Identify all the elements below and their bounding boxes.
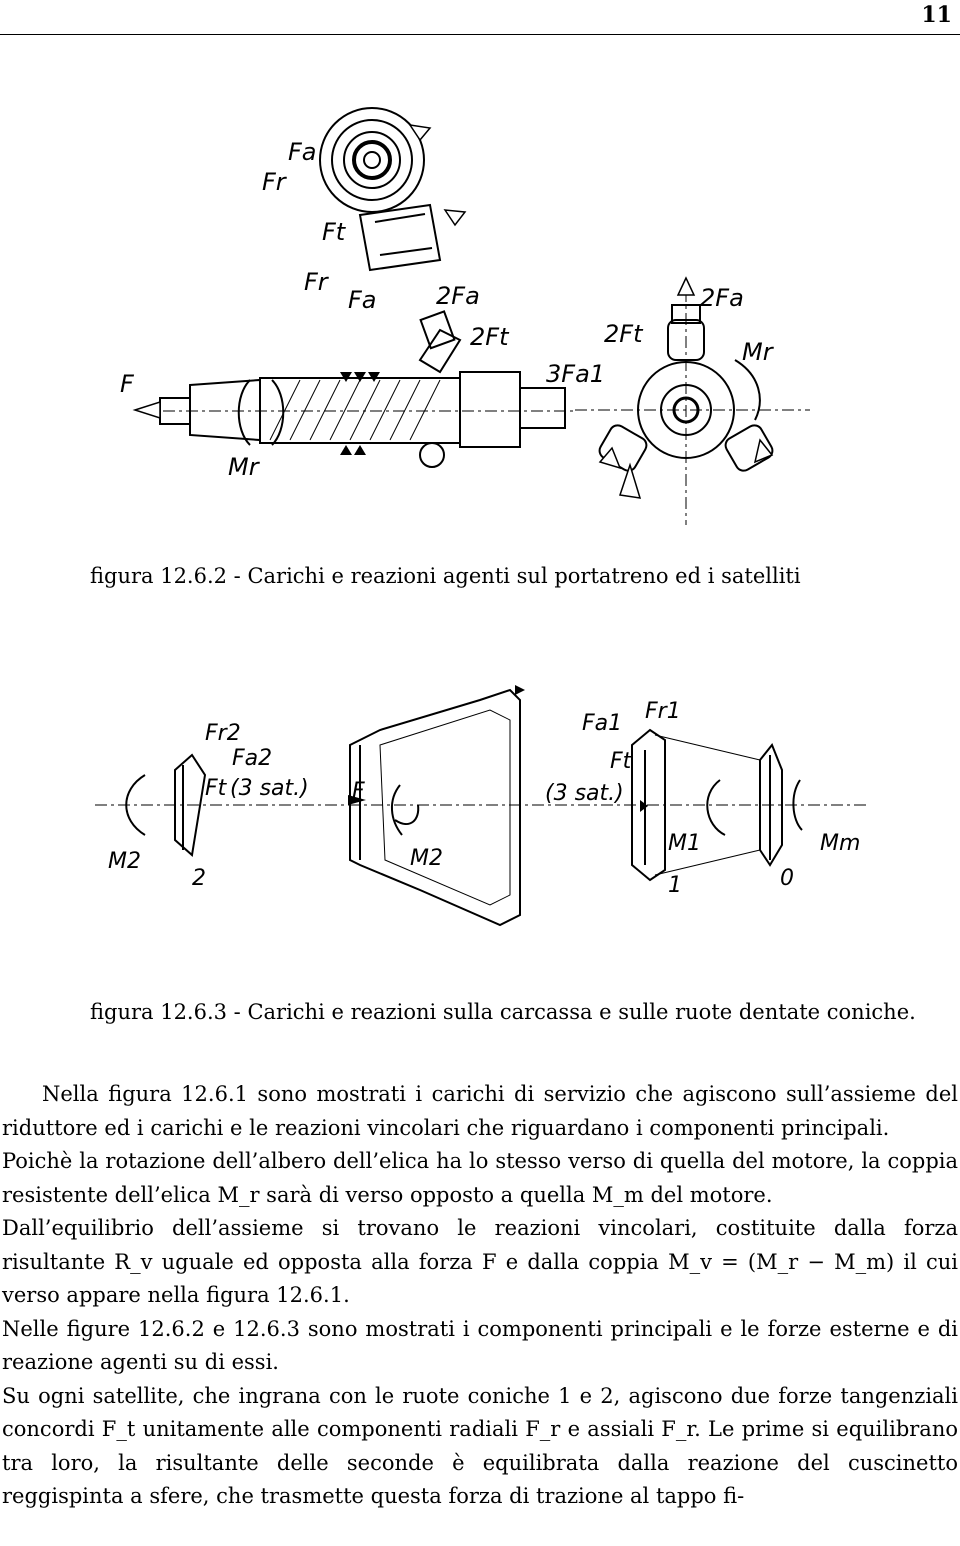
label-Ft-left: Ft <box>205 776 227 801</box>
label-Ft-right: Ft <box>610 749 632 774</box>
label-M2-left: M2 <box>108 849 141 874</box>
body-text <box>2 1078 958 1514</box>
label-num-2: 2 <box>192 866 206 891</box>
label-Fa2: Fa2 <box>232 746 273 771</box>
paragraph-2: Poichè la rotazione dell’albero dell’elica ha lo stesso verso di quella del motore, la coppia resistente dell’elica M_r sarà di verso opposto a quella M_m del motore. <box>2 1149 958 1207</box>
label-Mr-right: Mr <box>742 338 773 366</box>
label-Fr2: Fr2 <box>205 721 241 746</box>
label-2Ft-left: 2Ft <box>470 323 509 351</box>
label-2Fa-right: 2Fa <box>700 284 744 312</box>
label-Fr-mid: Fr <box>304 268 328 296</box>
paragraph-5: Su ogni satellite, che ingrana con le ruote coniche 1 e 2, agiscono due forze tangenziali concordi F_t unitamente alle componenti radiali F_r e assiali F_r. Le prime si equilibrano tra loro, la risultante delle seconde è equilibrata dalla reazione del cuscinetto reggispinta a sfere, che trasmette questa forza di trazione al tappo fi- <box>2 1383 958 1508</box>
label-Fr1: Fr1 <box>645 699 681 724</box>
label-Mm: Mm <box>820 831 861 856</box>
label-Mr-left: Mr <box>228 453 259 481</box>
label-Ft-mid: Ft <box>322 218 346 246</box>
label-Fa1: Fa1 <box>582 711 623 736</box>
label-num-0: 0 <box>780 866 794 891</box>
figure-caption-12-6-3: figura 12.6.3 - Carichi e reazioni sulla carcassa e sulle ruote dentate coniche. <box>90 1000 916 1024</box>
label-Fa-top: Fa <box>288 138 317 166</box>
paragraph-1: Nella figura 12.6.1 sono mostrati i carichi di servizio che agiscono sull’assieme del riduttore ed i carichi e le reazioni vincolari che riguardano i componenti principali. <box>2 1082 958 1140</box>
label-2Fa-left: 2Fa <box>436 282 480 310</box>
label-F-housing: F <box>352 779 365 804</box>
label-3Fa1: 3Fa1 <box>546 360 606 388</box>
figure-12-6-2-drawing <box>0 90 960 530</box>
figure-12-6-3-drawing <box>0 680 960 930</box>
figure-12-6-2 <box>0 90 960 530</box>
label-num-1: 1 <box>668 873 682 898</box>
label-3sat-right: (3 sat.) <box>545 781 624 806</box>
figure-caption-12-6-2: figura 12.6.2 - Carichi e reazioni agenti sul portatreno ed i satelliti <box>90 564 801 588</box>
header-rule <box>0 34 960 35</box>
page-number: 11 <box>921 2 952 28</box>
paragraph-3: Dall’equilibrio dell’assieme si trovano le reazioni vincolari, costituite dalla forza risultante R_v uguale ed opposta alla forza F e dalla coppia M_v = (M_r − M_m) il cui verso appare nella figura 12.6.1. <box>2 1216 958 1307</box>
label-3sat-left: (3 sat.) <box>230 776 309 801</box>
label-M2-center: M2 <box>410 846 443 871</box>
label-F: F <box>120 370 134 398</box>
paragraph-4: Nelle figure 12.6.2 e 12.6.3 sono mostrati i componenti principali e le forze esterne e di reazione agenti su di essi. <box>2 1316 958 1374</box>
label-Fa-mid: Fa <box>348 286 377 314</box>
label-2Ft-right: 2Ft <box>604 320 643 348</box>
figure-12-6-3 <box>0 680 960 930</box>
label-M1: M1 <box>668 831 701 856</box>
label-Fr-top: Fr <box>262 168 286 196</box>
